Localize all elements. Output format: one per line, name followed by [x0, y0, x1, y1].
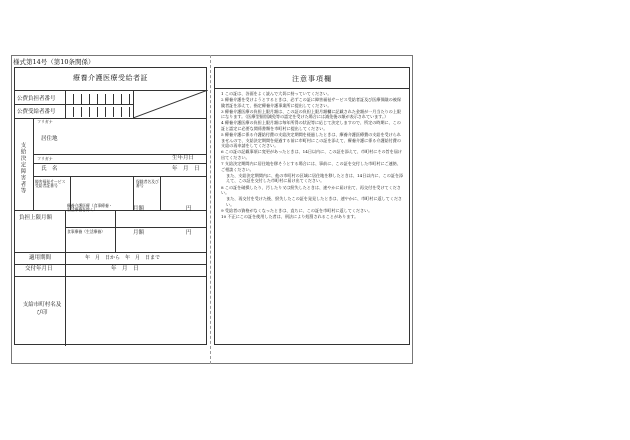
recipient-section-label: 支給決定障害者等 — [19, 142, 26, 194]
care-yen: 円 — [186, 206, 192, 212]
meal-yen: 円 — [186, 230, 192, 236]
notes-list — [221, 91, 404, 220]
care-monthly-label: 月額 — [133, 206, 145, 212]
care-copay-label: 療養介護医療（食事療養・生活療養を除く） — [67, 203, 113, 213]
note-item: 10 不正にこの証を使用した者は、刑法により処罰されることがあります。 — [221, 213, 359, 219]
note-item: 2 療養介護を受けようとするときは、必ずこの証に障害福祉サービス受給者証及び医療保険の被保険者証を添えて、指定療養介護事業所に提出してください。 — [221, 97, 401, 108]
birthdate-value: 年 月 日 — [172, 166, 200, 172]
note-item: 7 支給決定期間内に居住地を移そうとする場合には、事前に、この証を交付した市町村にご連絡、ご相談ください。 — [221, 161, 401, 172]
issue-date-label: 交付年月日 — [25, 266, 53, 272]
note-item: 9 受給者の資格がなくなったときは、直ちに、この証を市町村に返してください。 — [221, 207, 373, 213]
public-payer-no-label: 公費負担者番号 — [17, 96, 56, 102]
certificate-form — [14, 67, 207, 345]
furigana-label-1: フリガナ — [37, 119, 53, 124]
note-item: 4 療養介護医療の負担上限月額は毎年所得の状況等に応じて決定しますので、所定の時期に、この証と認定に必要な関係書類を市町村に提出してください。 — [221, 120, 401, 132]
name-label: 氏 名 — [41, 166, 58, 172]
note-item: 3 療養介護医療の負担上限月額は、この証の負担上限月額欄に記載された金額が一月当たりの上限になります。（医療型個別減免等の認定を受けた場合には減免後の額が表示されています。） — [221, 108, 401, 120]
fold-line — [210, 55, 211, 364]
issue-date-value: 年 月 日 — [111, 266, 139, 272]
address-label: 居住地 — [41, 136, 58, 142]
note-item: 6 この証の記載事項に変更があったときは、14日以内に、この証を添えて、市町村にその旨を届け出てください。 — [221, 149, 402, 161]
birthdate-label: 生年月日 — [172, 155, 195, 161]
meal-monthly-label: 月額 — [133, 230, 145, 236]
certificate-title: 療養介護医療受給者証 — [73, 74, 148, 82]
note-item: 5 療養介護に係る介護給付費の支給決定期間を経過したときは、療養介護医療費の支給を受けられませんので、支給決定期間を経過する前に市町村にこの証を添えて、療養介護に係る介護給付費の支給の再申請をしてください。 — [221, 132, 401, 149]
note-item: 8 この証を破損したり、汚したり又は紛失したときは、速やかに届け出て、再交付を受けてください。 — [221, 184, 401, 196]
copay-limit-label: 負担上限月額 — [19, 215, 53, 221]
void-diagonal — [133, 90, 208, 118]
notes-title: 注意事項欄 — [292, 75, 332, 83]
period-value: 年 月 日から 年 月 日まで — [85, 255, 161, 261]
form-number: 様式第14号（第10条関係） — [13, 58, 95, 66]
meal-copay-label: 食事療養（生活療養） — [67, 229, 105, 234]
municipality-label: 支給市町村名及び印 — [22, 302, 62, 316]
insurer-label: 保険者名及び番号 — [136, 179, 159, 189]
public-recipient-no-label: 公費受給者番号 — [17, 109, 56, 115]
disability-cert-label: 障害福祉サービス受給者証番号 — [35, 179, 66, 189]
period-label: 適用期間 — [29, 255, 52, 261]
note-item: また、再交付を受けた後、紛失したこの証を発見したときは、速やかに、市町村に返してください。 — [226, 196, 403, 207]
note-item: 1 この証は、各面をよく読んで大切に持っていてください。 — [221, 91, 332, 96]
furigana-label-2: フリガナ — [37, 156, 53, 161]
notes-panel — [214, 67, 410, 345]
note-item: また、支給決定期間内に、他の市町村の区域に居住地を移したときは、14日以内に、この証を添えて、この証を交付した市町村に届け出てください。 — [226, 172, 404, 184]
